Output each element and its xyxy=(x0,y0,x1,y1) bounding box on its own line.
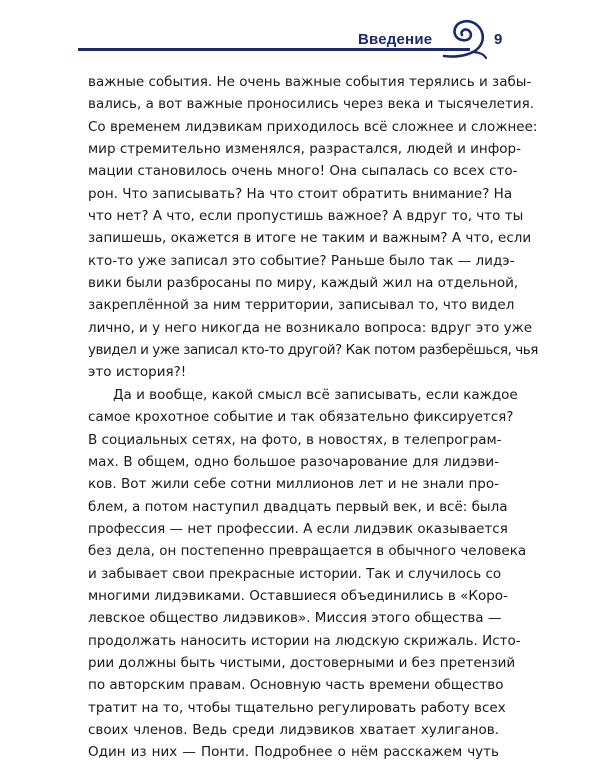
text-line: по авторским правам. Основную часть времени общество xyxy=(88,677,504,694)
text-line: мах. В общем, одно большое разочарование для лидэви- xyxy=(88,453,499,470)
text-line: увидел и уже записал кто-то другой? Как потом разберёшься, чья xyxy=(88,342,538,359)
paragraph-first-line: Да и вообще, какой смысл всё записывать, если каждое xyxy=(113,386,518,403)
header-rule xyxy=(78,48,470,51)
text-line: своих членов. Ведь среди лидэвиков хватает хулиганов. xyxy=(88,721,499,738)
text-line: важные события. Не очень важные события терялись и забы- xyxy=(88,74,532,90)
body-text xyxy=(88,71,538,764)
text-line: мир стремительно изменялся, разрастался, людей и инфор- xyxy=(88,141,521,158)
text-line: лично, и у него никогда не возникало вопроса: вдруг это уже xyxy=(88,319,533,336)
text-line: профессия — нет профессии. А если лидэвик оказывается xyxy=(88,520,508,537)
text-line: блем, а потом наступил двадцать первый век, и всё: была xyxy=(88,498,508,515)
text-line: продолжать наносить истории на людскую скрижаль. Исто- xyxy=(88,632,521,649)
text-line: кто-то уже записал это событие? Раньше было так — лидэ- xyxy=(88,252,515,269)
text-line: многими лидэвиками. Оставшиеся объединились в «Коро- xyxy=(88,587,508,604)
text-line: без дела, он постепенно превращается в обычного человека xyxy=(88,543,527,560)
section-title: Введение xyxy=(358,31,433,48)
page-number: 9 xyxy=(494,31,503,48)
text-line: ков. Вот жили себе сотни миллионов лет и не знали про- xyxy=(88,476,499,493)
text-line: рии должны быть чистыми, достоверными и без претензий xyxy=(88,654,516,671)
text-line: закреплённой за ним территории, записывал то, что видел xyxy=(88,297,515,314)
text-line: что нет? А что, если пропустишь важное? А вдруг то, что ты xyxy=(88,208,524,225)
text-line: самое крохотное событие и так обязательно фиксируется? xyxy=(88,409,514,426)
text-line: тратит на то, чтобы тщательно регулировать работу всех xyxy=(88,699,506,716)
text-line: Со временем лидэвикам приходилось всё сложнее и сложнее: xyxy=(88,118,538,135)
text-line: и забывает свои прекрасные истории. Так и случилось со xyxy=(88,565,502,582)
text-line: В социальных сетях, на фото, в новостях, в телепрограм- xyxy=(88,431,502,448)
text-line: запишешь, окажется в итоге не таким и важным? А что, если xyxy=(88,230,532,247)
text-line: Один из них — Понти. Подробнее о нём расскажем чуть xyxy=(88,744,499,761)
text-line: мации становилось очень много! Она сыпалась со всех сто- xyxy=(88,163,518,180)
text-line: левское общество лидэвиков». Миссия этого общества — xyxy=(88,610,502,627)
swirl-icon xyxy=(438,12,490,64)
text-line: это история?! xyxy=(88,364,187,381)
text-line: вались, а вот важные проносились через века и тысячелетия. xyxy=(88,96,535,113)
text-line: вики были разбросаны по миру, каждый жил на отдельной, xyxy=(88,275,519,292)
text-line: рон. Что записывать? На что стоит обратить внимание? На xyxy=(88,185,513,202)
